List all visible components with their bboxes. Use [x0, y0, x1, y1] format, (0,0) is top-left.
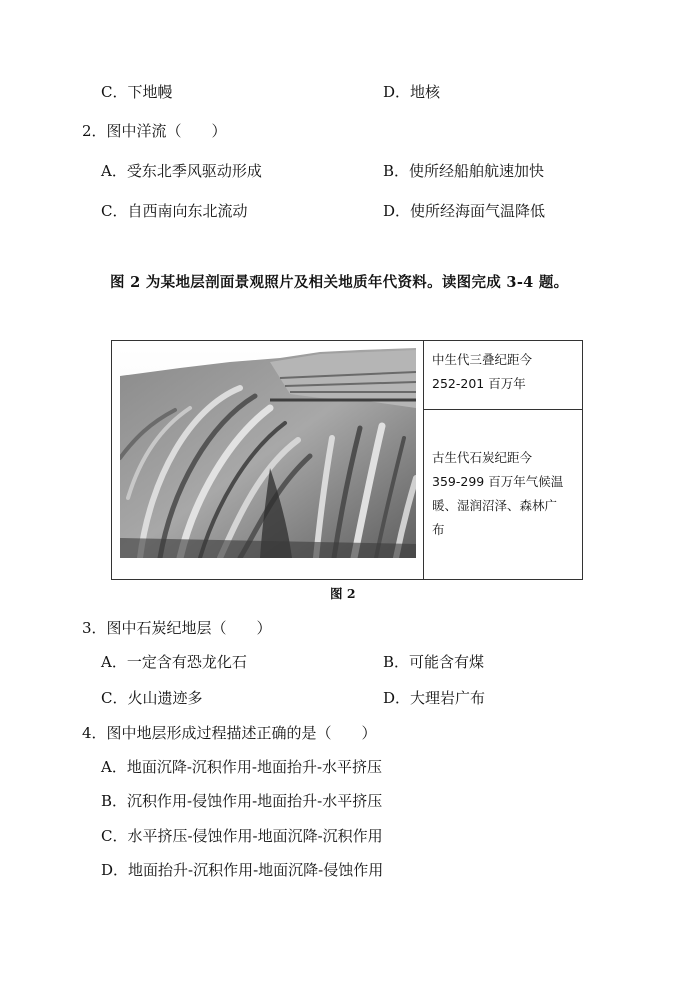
q3-option-b: B．可能含有煤: [383, 653, 485, 671]
q1-option-c: C．下地幔: [101, 83, 173, 101]
q3-option-d: D．大理岩广布: [383, 689, 486, 707]
q4-option-c: C．水平挤压-侵蚀作用-地面沉降-沉积作用: [101, 827, 383, 845]
carboniferous-line-2: 359-299 百万年气候温: [432, 474, 564, 489]
figure-table: [111, 340, 583, 580]
q3-option-a: A．一定含有恐龙化石: [101, 653, 247, 671]
q4-option-b: B．沉积作用-侵蚀作用-地面抬升-水平挤压: [101, 792, 383, 810]
q4-stem: 4．图中地层形成过程描述正确的是（ ）: [82, 724, 377, 742]
q3-stem: 3．图中石炭纪地层（ ）: [82, 619, 272, 637]
carboniferous-line-1: 古生代石炭纪距今: [432, 450, 533, 465]
info-cell-triassic: [423, 341, 582, 410]
carboniferous-line-3: 暖、湿润沼泽、森林广: [432, 498, 558, 513]
triassic-line-2: 252-201 百万年: [432, 376, 526, 391]
q4-option-d: D．地面抬升-沉积作用-地面沉降-侵蚀作用: [101, 861, 384, 879]
q2-option-c: C．自西南向东北流动: [101, 202, 248, 220]
q2-stem: 2．图中洋流（ ）: [82, 122, 227, 140]
rock-strata-photo: [120, 348, 416, 558]
section-intro: 图 2 为某地层剖面景观照片及相关地质年代资料。读图完成 3-4 题。: [110, 274, 569, 291]
photo-cell: [112, 341, 424, 579]
triassic-line-1: 中生代三叠纪距今: [432, 352, 533, 367]
figure-caption: 图 2: [330, 586, 356, 601]
carboniferous-line-4: 布: [432, 522, 445, 537]
info-cell-carboniferous: [432, 446, 563, 542]
q4-option-a: A．地面沉降-沉积作用-地面抬升-水平挤压: [101, 758, 383, 776]
q3-option-c: C．火山遗迹多: [101, 689, 203, 707]
q2-option-a: A．受东北季风驱动形成: [101, 162, 262, 180]
q2-option-d: D．使所经海面气温降低: [383, 202, 546, 220]
q1-option-d: D．地核: [383, 83, 441, 101]
q2-option-b: B．使所经船舶航速加快: [383, 162, 545, 180]
